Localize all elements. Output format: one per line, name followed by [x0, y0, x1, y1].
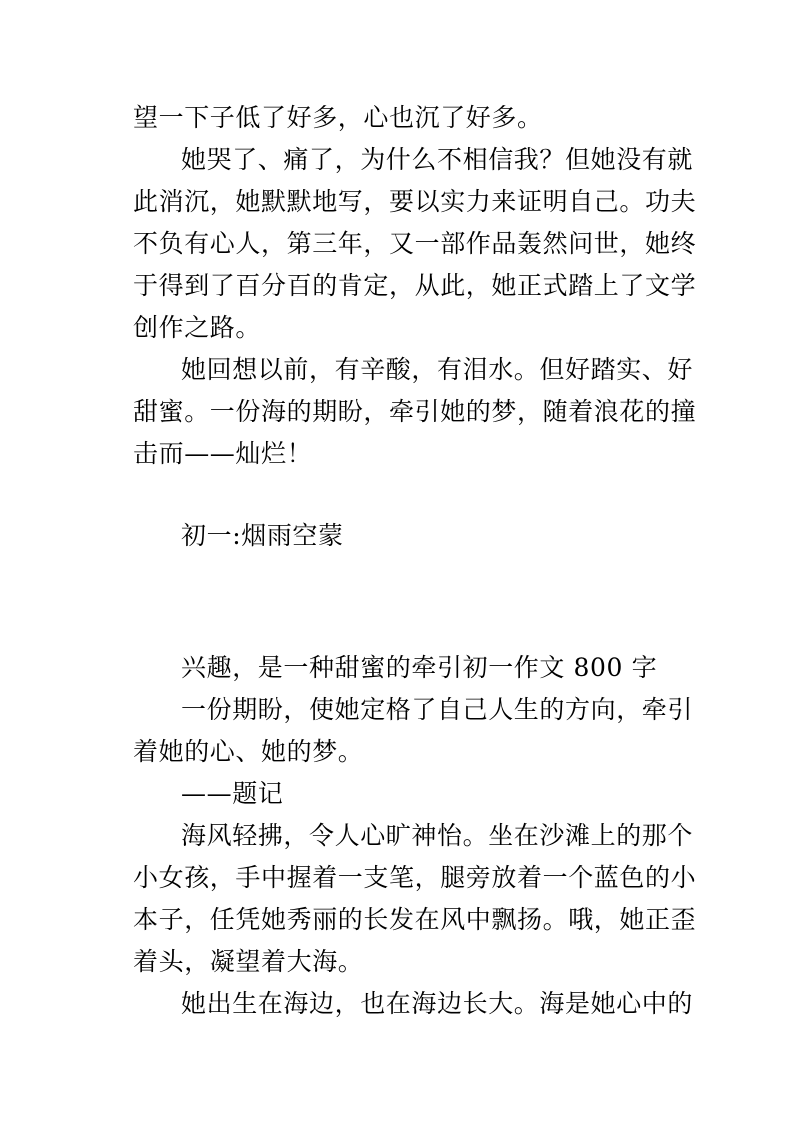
section-heading: 初一:烟雨空蒙 — [181, 521, 344, 550]
text-line: 本子，任凭她秀丽的长发在风中飘扬。哦，她正歪 — [133, 905, 697, 934]
epigraph-label: ——题记 — [181, 779, 284, 808]
text-line: 不负有心人，第三年，又一部作品轰然问世，她终 — [133, 229, 697, 258]
text-line: 于得到了百分百的肯定，从此，她正式踏上了文学 — [133, 271, 697, 300]
text-line: 创作之路。 — [133, 313, 262, 342]
text-line: 着她的心、她的梦。 — [133, 737, 364, 766]
text-line: 甜蜜。一份海的期盼，牵引她的梦，随着浪花的撞 — [133, 397, 697, 426]
text-line: 望一下子低了好多，心也沉了好多。 — [133, 103, 543, 132]
text-line: 海风轻拂，令人心旷神怡。坐在沙滩上的那个 — [181, 821, 694, 850]
text-line: 她回想以前，有辛酸，有泪水。但好踏实、好 — [181, 355, 694, 384]
text-line: 一份期盼，使她定格了自己人生的方向，牵引 — [181, 695, 694, 724]
article-title: 兴趣，是一种甜蜜的牵引初一作文 800 字 — [181, 653, 658, 682]
text-line: 击而——灿烂！ — [133, 439, 313, 468]
text-line: 她出生在海边，也在海边长大。海是她心中的 — [181, 989, 694, 1018]
text-line: 小女孩，手中握着一支笔，腿旁放着一个蓝色的小 — [133, 863, 697, 892]
text-line: 此消沉，她默默地写，要以实力来证明自己。功夫 — [133, 187, 697, 216]
text-line: 她哭了、痛了，为什么不相信我？但她没有就 — [181, 145, 694, 174]
text-line: 着头，凝望着大海。 — [133, 947, 364, 976]
